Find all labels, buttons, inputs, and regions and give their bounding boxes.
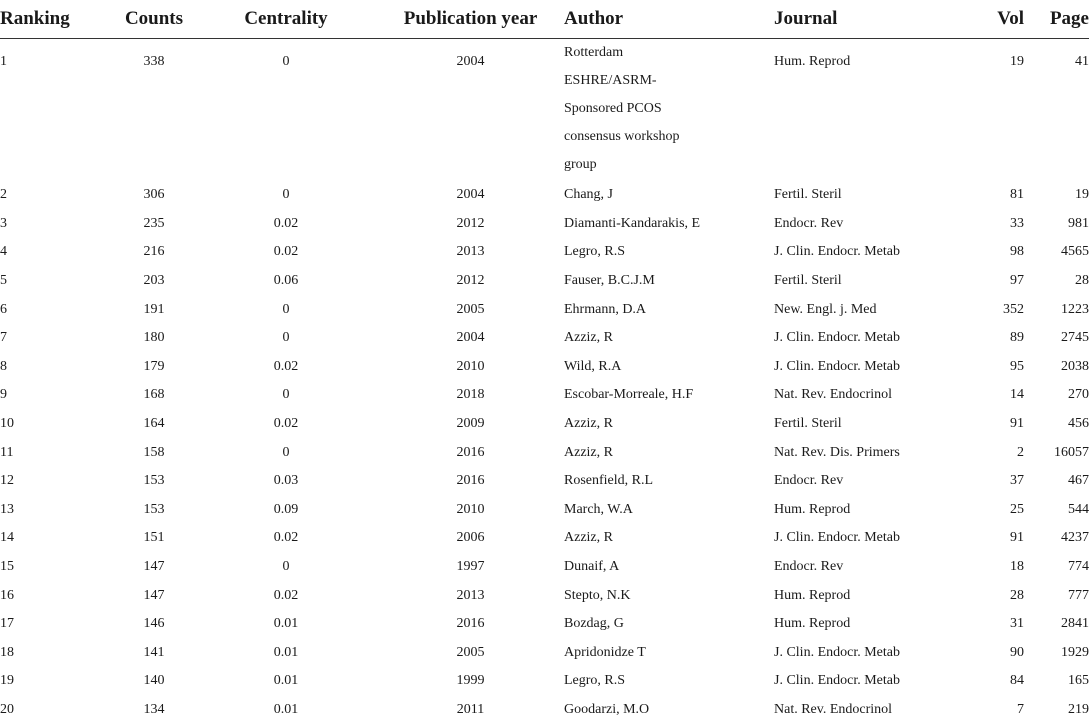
cell-journal: Endocr. Rev [774,473,844,489]
cell-publication-year: 2012 [456,273,485,289]
cell-counts: 203 [143,273,165,289]
cell-publication-year: 2016 [456,444,485,460]
cell-page: 544 [1068,501,1089,517]
cell-ranking: 2 [0,187,7,203]
cell-centrality: 0.01 [273,616,299,632]
cell-ranking: 13 [0,501,14,517]
cell-page: 2841 [1061,616,1089,632]
cell-publication-year: 2012 [456,215,485,231]
cell-counts: 140 [143,673,165,689]
cell-vol: 14 [1010,387,1024,403]
table-row [0,610,1089,639]
table-row [0,410,1089,439]
cell-page: 41 [1075,54,1089,69]
cell-ranking: 1 [0,54,7,69]
cell-journal: Nat. Rev. Endocrinol [774,387,893,403]
cell-page: 19 [1075,187,1089,203]
cell-author: Rosenfield, R.L [564,473,654,489]
cell-centrality: 0.02 [273,244,299,260]
cell-page: 4237 [1061,530,1089,546]
cell-vol: 90 [1010,644,1024,660]
cell-centrality: 0 [282,187,290,203]
cell-author: Stepto, N.K [564,587,631,603]
cell-centrality: 0.09 [273,501,299,517]
cell-vol: 2 [1017,444,1024,460]
cell-journal: Nat. Rev. Dis. Primers [774,444,900,460]
header-row [0,0,1089,39]
cell-author: Ehrmann, D.A [564,301,647,317]
cell-author: Dunaif, A [564,559,620,575]
cell-centrality: 0 [282,387,290,403]
cell-publication-year: 1997 [456,559,485,575]
cell-vol: 91 [1010,530,1024,546]
cell-ranking: 17 [0,616,14,632]
cell-ranking: 8 [0,358,7,374]
cell-ranking: 9 [0,387,7,403]
cell-author: Azziz, R [564,330,613,346]
column-header-ranking: Ranking [0,0,113,39]
cell-publication-year: 2010 [456,501,485,517]
cell-journal: Fertil. Steril [774,273,842,289]
cell-author: Diamanti-Kandarakis, E [564,215,701,231]
cell-page: 1929 [1061,644,1089,660]
cell-centrality: 0.02 [273,358,299,374]
cell-vol: 33 [1010,215,1024,231]
cell-centrality: 0 [282,54,290,69]
cell-counts: 141 [143,644,165,660]
cell-author: Goodarzi, M.O [564,701,650,717]
cell-publication-year: 2013 [456,244,485,260]
cell-journal: Endocr. Rev [774,215,844,231]
cell-publication-year: 2004 [456,330,485,346]
cell-vol: 81 [1010,187,1024,203]
column-header-publication-year: Publication year [377,0,564,39]
cell-centrality: 0 [282,559,290,575]
cell-vol: 18 [1010,559,1024,575]
table-row [0,181,1089,210]
cell-counts: 153 [143,501,165,517]
cell-counts: 338 [143,54,165,69]
cell-centrality: 0 [282,444,290,460]
table-row [0,467,1089,496]
table-body [0,39,1089,725]
cell-counts: 164 [143,416,165,432]
cell-author: Azziz, R [564,416,613,432]
column-header-vol: Vol [949,0,1024,39]
cell-publication-year: 2013 [456,587,485,603]
table-row [0,581,1089,610]
cell-page: 16057 [1054,444,1089,460]
cell-centrality: 0 [282,330,290,346]
cell-page: 165 [1068,673,1089,689]
cell-publication-year: 2006 [456,530,485,546]
cell-counts: 153 [143,473,165,489]
cell-journal: Fertil. Steril [774,416,842,432]
table-row [0,324,1089,353]
table-row [0,238,1089,267]
cell-ranking: 14 [0,530,14,546]
cell-counts: 216 [143,244,165,260]
cell-publication-year: 2016 [456,473,485,489]
table-row [0,639,1089,668]
cell-journal: J. Clin. Endocr. Metab [774,244,900,260]
cell-vol: 28 [1010,587,1024,603]
cell-ranking: 10 [0,416,14,432]
cell-centrality: 0.01 [273,673,299,689]
cell-journal: J. Clin. Endocr. Metab [774,330,900,346]
cell-counts: 134 [143,701,165,717]
cell-author: Apridonidze T [564,644,646,660]
cell-ranking: 12 [0,473,14,489]
cell-vol: 91 [1010,416,1024,432]
cell-page: 456 [1068,416,1089,432]
cell-vol: 19 [1010,54,1024,69]
cell-centrality: 0.02 [273,587,299,603]
cell-publication-year: 2005 [456,644,485,660]
cell-ranking: 4 [0,244,7,260]
cell-centrality: 0.02 [273,530,299,546]
cell-centrality: 0.03 [273,473,299,489]
cell-ranking: 3 [0,215,7,231]
cell-author: Escobar-Morreale, H.F [564,387,694,403]
cell-counts: 147 [143,587,165,603]
table-row [0,667,1089,696]
column-header-page: Page [1024,0,1089,39]
cell-centrality: 0.06 [273,273,299,289]
cell-page: 467 [1068,473,1089,489]
cell-counts: 151 [143,530,165,546]
table-row [0,524,1089,553]
cell-author: Azziz, R [564,530,613,546]
cell-vol: 84 [1010,673,1024,689]
column-header-centrality: Centrality [195,0,377,39]
cell-publication-year: 2016 [456,616,485,632]
table-header [0,0,1089,39]
cell-counts: 147 [143,559,165,575]
table-row [0,696,1089,725]
cell-publication-year: 2009 [456,416,485,432]
cell-author: Chang, J [564,187,613,203]
cell-author: Wild, R.A [564,358,622,374]
cell-vol: 352 [1003,301,1024,317]
cell-publication-year: 2011 [456,701,485,717]
table-row [0,496,1089,525]
cell-centrality: 0.02 [273,416,299,432]
cell-publication-year: 1999 [456,673,485,689]
cell-ranking: 7 [0,330,7,346]
cell-journal: J. Clin. Endocr. Metab [774,358,900,374]
cell-ranking: 16 [0,587,14,603]
cell-ranking: 19 [0,673,14,689]
cell-journal: Hum. Reprod [774,616,851,632]
cell-counts: 191 [143,301,165,317]
table-row [0,353,1089,382]
cell-counts: 146 [143,616,165,632]
cell-ranking: 11 [0,444,14,460]
cell-counts: 179 [143,358,165,374]
cell-vol: 98 [1010,244,1024,260]
column-header-author: Author [564,0,774,39]
table-row [0,267,1089,296]
table-row [0,553,1089,582]
cell-centrality: 0.01 [273,644,299,660]
cell-page: 1223 [1061,301,1089,317]
cell-centrality: 0.02 [273,215,299,231]
cell-ranking: 20 [0,701,14,717]
cell-ranking: 6 [0,301,7,317]
cell-page: 219 [1068,701,1089,717]
cell-author: Azziz, R [564,444,613,460]
cell-vol: 25 [1010,501,1024,517]
cell-journal: Hum. Reprod [774,54,851,69]
cell-publication-year: 2005 [456,301,485,317]
table-row [0,210,1089,239]
cell-vol: 31 [1010,616,1024,632]
cell-author: Bozdag, G [564,616,624,632]
table-row [0,39,1089,182]
cell-counts: 180 [143,330,165,346]
cell-page: 981 [1068,215,1089,231]
cell-ranking: 5 [0,273,7,289]
cell-page: 4565 [1061,244,1089,260]
cell-author: Fauser, B.C.J.M [564,273,655,289]
column-header-journal: Journal [774,0,949,39]
table-row [0,438,1089,467]
cell-journal: J. Clin. Endocr. Metab [774,673,900,689]
cell-author: Legro, R.S [564,244,626,260]
author-name: Rotterdam ESHRE/ASRM-Sponsored PCOS consensus workshop group [564,45,680,172]
cell-publication-year: 2004 [456,187,485,203]
cell-page: 777 [1068,587,1089,603]
cell-vol: 7 [1017,701,1024,717]
table-row [0,295,1089,324]
cell-counts: 158 [143,444,165,460]
cell-publication-year: 2010 [456,358,485,374]
cell-journal: Hum. Reprod [774,587,851,603]
cell-page: 270 [1068,387,1089,403]
table-row [0,381,1089,410]
cell-ranking: 15 [0,559,14,575]
cell-vol: 37 [1010,473,1024,489]
cell-counts: 168 [143,387,165,403]
cell-journal: J. Clin. Endocr. Metab [774,530,900,546]
cell-journal: New. Engl. j. Med [774,301,877,317]
cell-journal: Endocr. Rev [774,559,844,575]
cell-ranking: 18 [0,644,14,660]
cell-page: 774 [1068,559,1089,575]
cell-author: March, W.A [564,501,633,517]
cell-author [564,39,774,182]
cell-vol: 97 [1010,273,1024,289]
cell-centrality: 0.01 [273,701,299,717]
cell-journal: J. Clin. Endocr. Metab [774,644,900,660]
cell-vol: 89 [1010,330,1024,346]
cell-journal: Fertil. Steril [774,187,842,203]
cell-page: 2038 [1061,358,1089,374]
cell-author: Legro, R.S [564,673,626,689]
cell-journal: Hum. Reprod [774,501,851,517]
cell-counts: 306 [143,187,165,203]
cell-page: 28 [1075,273,1089,289]
cell-centrality: 0 [282,301,290,317]
cell-publication-year: 2018 [456,387,485,403]
cell-counts: 235 [143,215,165,231]
cell-page: 2745 [1061,330,1089,346]
cell-journal: Nat. Rev. Endocrinol [774,701,893,717]
cell-publication-year: 2004 [456,54,485,69]
column-header-counts: Counts [113,0,195,39]
cell-vol: 95 [1010,358,1024,374]
